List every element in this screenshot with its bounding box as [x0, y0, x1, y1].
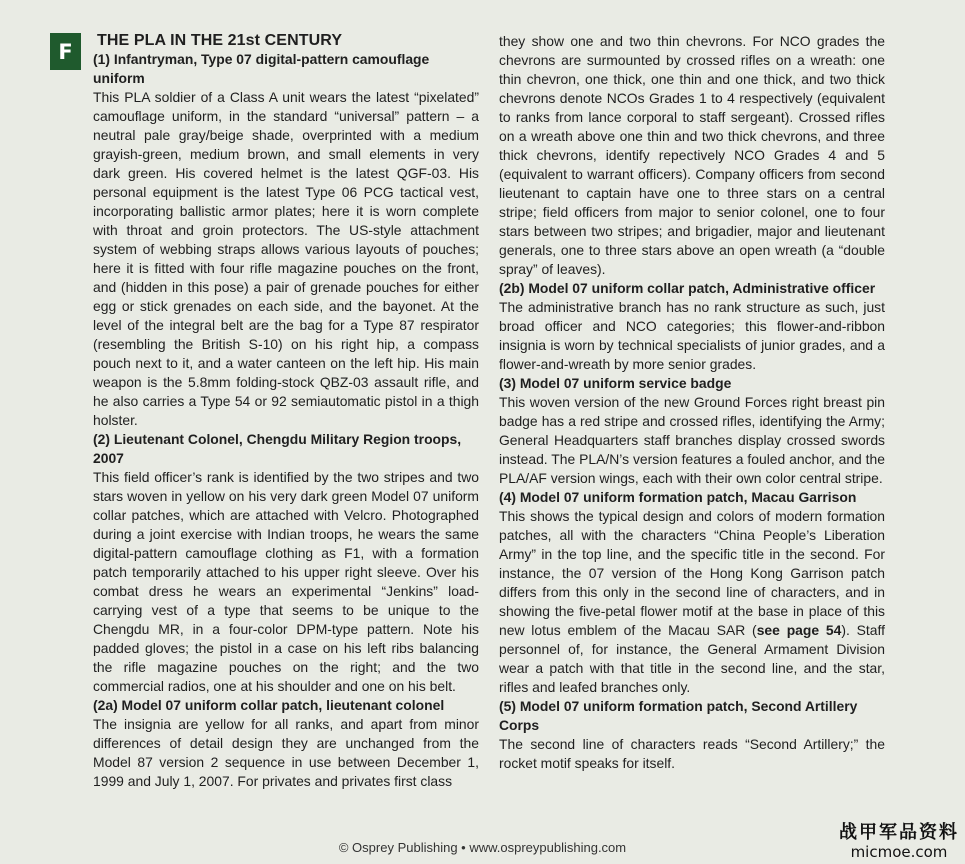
page-reference: see page 54: [756, 622, 842, 638]
entry-heading-3: (3) Model 07 uniform service badge: [499, 375, 732, 391]
entry-text-4-after: ). Staff personnel of, for instance, the General Armament Division wear a patch with that title in the second line, and the star, rifles and leafed branches only.: [499, 622, 885, 695]
entry-text-2b: The administrative branch has no rank structure as such, just broad officer and NCO categories; this flower-and-ribbon insignia is worn by technical specialists of junior grades, and a flower-and-wreath by more senior grades.: [499, 299, 885, 372]
entry-text-1: This PLA soldier of a Class A unit wears the latest “pixelated” camouflage uniform, in the standard “universal” pattern – a neutral pale gray/beige shade, overprinted with a medium grayish-green, medium brown, and small elements in very dark green. His covered helmet is the latest QGF-03. His personal equipment is the latest Type 06 PCG tactical vest, incorporating ballistic armor plates; here it is worn complete with throat and groin protectors. The US-style attachment system of webbing straps allows various layouts of pouches; here it is fitted with four rifle magazine pouches on the front, and (hidden in this pose) a pair of grenade pouches for either egg or stick grenades on each side, and the bayonet. At the level of the integral belt are the bag for a Type 87 respirator (resembling the British S-10) on his right hip, a compass pouch next to it, and a water canteen on the left hip. His main weapon is the 5.8mm folding-stock QBZ-03 assault rifle, and he also carries a Type 54 or 92 semiautomatic pistol in a thigh holster.: [93, 89, 479, 428]
entry-heading-4: (4) Model 07 uniform formation patch, Macau Garrison: [499, 489, 857, 505]
page-footer: © Osprey Publishing • www.ospreypublishing.com: [338, 840, 627, 855]
entry-heading-2a: (2a) Model 07 uniform collar patch, lieutenant colonel: [93, 697, 445, 713]
entry-heading-1: (1) Infantryman, Type 07 digital-pattern camouflage uniform: [93, 51, 430, 86]
left-column: [93, 31, 479, 791]
entry-text-2: This field officer’s rank is identified by the two stripes and two stars woven in yellow on his very dark green Model 07 uniform collar patches, which are attached with Velcro. Photographed during a joint exercise with Indian troops, he wears the same digital-pattern camouflage clothing as F1, with a formation patch temporarily attached to his upper right sleeve. Over his combat dress he wears an experimental “Jenkins” load-carrying vest of a type that seems to be unique to the Chengdu MR, in a four-color DPM-type pattern. Note his padded gloves; the pistol in a case on his left ribs balancing the rifle magazine pouches on the right; and the two commercial radios, one at his shoulder and one on his belt.: [93, 469, 479, 694]
entry-text-2a-continued: they show one and two thin chevrons. For NCO grades the chevrons are surmounted by crossed rifles on a wreath: one thin chevron, one thick, one thin and one thick, and two thick chevrons denote NCOs Grades 1 to 4 respectively (equivalent to ranks from lance corporal to staff sergeant). Crossed rifles on a wreath above one thin and two thick chevrons, and three thick chevrons, identify repectively NCO Grades 4 and 5 (equivalent to warrant officers). Company officers from second lieutenant to captain have one to three stars on a central stripe; field officers from major to senior colonel, one to four stars between two stripes; and brigadier, major and lieutenant generals, one to three stars above an open wreath (a “double spray” of leaves).: [499, 33, 885, 277]
entry-text-3: This woven version of the new Ground Forces right breast pin badge has a red stripe and crossed rifles, identifying the Army; General Headquarters staff branches display crossed swords instead. The PLA/N’s version features a fouled anchor, and the PLA/AF version wings, each with their own color central stripe.: [499, 394, 885, 486]
entry-heading-2: (2) Lieutenant Colonel, Chengdu Military Region troops, 2007: [93, 431, 462, 466]
entry-text-4-before: This shows the typical design and colors of modern formation patches, all with the characters “China People’s Liberation Army” in the top line, and the specific title in the second. For instance, the 07 version of the Hong Kong Garrison patch differs from this only in the second line of characters, and in showing the five-petal flower motif at the base in place of this new lotus emblem of the Macau SAR (: [499, 508, 885, 638]
watermark: [839, 822, 959, 861]
entry-heading-5: (5) Model 07 uniform formation patch, Second Artillery Corps: [499, 698, 858, 733]
section-title: THE PLA IN THE 21st CENTURY: [97, 32, 343, 49]
entry-text-4: [499, 507, 885, 697]
entry-text-2a: The insignia are yellow for all ranks, and apart from minor differences of detail design they are unchanged from the Model 87 version 2 sequence in use between December 1, 1999 and July 1, 2007. For privates and privates first class: [93, 716, 479, 789]
entry-heading-2b: (2b) Model 07 uniform collar patch, Administrative officer: [499, 280, 876, 296]
entry-text-5: The second line of characters reads “Second Artillery;” the rocket motif speaks for itself.: [499, 736, 885, 771]
section-badge: F: [50, 33, 81, 70]
watermark-url: micmoe.com: [850, 843, 948, 861]
watermark-chinese: 战甲军品资料: [839, 822, 959, 843]
right-column: [499, 32, 885, 773]
